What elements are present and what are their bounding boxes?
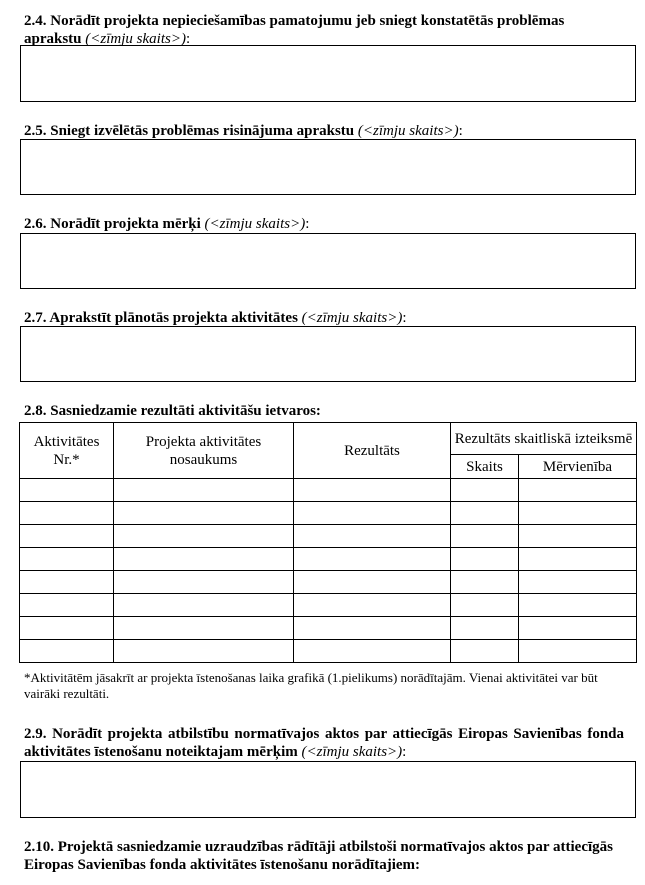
table-cell-unit[interactable]	[519, 525, 637, 548]
table-row	[20, 548, 637, 571]
section-2-4-title: 2.4. Norādīt projekta nepieciešamības pamatojumu jeb sniegt konstatētās problēmas aprakstu	[24, 13, 565, 47]
table-cell-activity-name[interactable]	[114, 594, 294, 617]
table-cell-count[interactable]	[451, 594, 519, 617]
table-cell-activity-nr[interactable]	[20, 479, 114, 502]
table-cell-activity-nr[interactable]	[20, 640, 114, 663]
table-cell-activity-name[interactable]	[114, 502, 294, 525]
table-cell-unit[interactable]	[519, 640, 637, 663]
table-cell-result[interactable]	[294, 594, 451, 617]
table-cell-unit[interactable]	[519, 479, 637, 502]
results-table-footnote: *Aktivitātēm jāsakrīt ar projekta īstenošanas laika grafikā (1.pielikums) norādītajām. Vienai aktivitātei var būt vairāki rezultāti.	[24, 670, 598, 701]
section-2-9-heading	[24, 725, 624, 761]
table-cell-count[interactable]	[451, 571, 519, 594]
section-2-9-colon: :	[402, 744, 407, 760]
table-row	[20, 525, 637, 548]
table-cell-activity-name[interactable]	[114, 571, 294, 594]
section-2-4-heading	[24, 12, 624, 48]
section-2-5-heading	[24, 122, 624, 140]
section-2-7-title: 2.7. Aprakstīt plānotās projekta aktivitātes	[24, 310, 298, 326]
table-cell-unit[interactable]	[519, 502, 637, 525]
table-cell-count[interactable]	[451, 479, 519, 502]
table-cell-count[interactable]	[451, 640, 519, 663]
header-quantitative-result: Rezultāts skaitliskā izteiksmē	[451, 423, 637, 455]
header-unit: Mērvienība	[519, 455, 637, 479]
header-activity-name: Projekta aktivitātes nosaukums	[114, 423, 294, 479]
header-result: Rezultāts	[294, 423, 451, 479]
table-cell-activity-nr[interactable]	[20, 548, 114, 571]
section-2-4-colon: :	[185, 31, 191, 47]
table-cell-result[interactable]	[294, 548, 451, 571]
table-cell-result[interactable]	[294, 479, 451, 502]
table-cell-unit[interactable]	[519, 571, 637, 594]
table-row	[20, 617, 637, 640]
table-cell-result[interactable]	[294, 502, 451, 525]
section-2-5-colon: :	[458, 123, 463, 139]
section-2-7-heading	[24, 309, 624, 327]
table-row	[20, 594, 637, 617]
section-2-10-heading	[24, 838, 624, 874]
section-2-7-colon: :	[402, 310, 407, 326]
table-cell-activity-nr[interactable]	[20, 571, 114, 594]
table-cell-unit[interactable]	[519, 594, 637, 617]
section-2-9-title: 2.9. Norādīt projekta atbilstību normatīvajos aktos par attiecīgās Eiropas Savienības fonda aktivitātes īstenošanu noteiktajam mērķim	[24, 726, 624, 760]
table-cell-unit[interactable]	[519, 617, 637, 640]
section-2-6-colon: :	[305, 216, 310, 232]
table-row	[20, 640, 637, 663]
table-row	[20, 479, 637, 502]
table-cell-activity-name[interactable]	[114, 617, 294, 640]
section-2-8-title: 2.8. Sasniedzamie rezultāti aktivitāšu ietvaros:	[24, 403, 321, 419]
header-count: Skaits	[451, 455, 519, 479]
table-cell-count[interactable]	[451, 617, 519, 640]
table-cell-activity-nr[interactable]	[20, 502, 114, 525]
table-cell-activity-name[interactable]	[114, 525, 294, 548]
table-cell-unit[interactable]	[519, 548, 637, 571]
table-cell-result[interactable]	[294, 640, 451, 663]
section-2-7-hint: (<zīmju skaits>)	[301, 310, 403, 326]
section-2-10-title: 2.10. Projektā sasniedzamie uzraudzības rādītāji atbilstoši normatīvajos aktos par attiecīgās Eiropas Savienības fonda aktivitātes īstenošanu norādītajiem:	[24, 839, 614, 873]
header-activity-nr: Aktivitātes Nr.*	[20, 423, 114, 479]
results-table	[19, 422, 637, 663]
section-2-4-answer-field[interactable]	[20, 45, 636, 102]
section-2-9-hint: (<zīmju skaits>)	[301, 744, 403, 760]
section-2-7-answer-field[interactable]	[20, 326, 636, 382]
section-2-6-heading	[24, 215, 624, 233]
table-cell-activity-name[interactable]	[114, 479, 294, 502]
section-2-9-answer-field[interactable]	[20, 761, 636, 818]
section-2-6-answer-field[interactable]	[20, 233, 636, 289]
table-cell-activity-name[interactable]	[114, 640, 294, 663]
section-2-5-hint: (<zīmju skaits>)	[357, 123, 459, 139]
table-cell-result[interactable]	[294, 617, 451, 640]
table-cell-count[interactable]	[451, 502, 519, 525]
section-2-8-heading	[24, 402, 624, 420]
table-cell-activity-nr[interactable]	[20, 594, 114, 617]
section-2-5-title: 2.5. Sniegt izvēlētās problēmas risinājuma aprakstu	[24, 123, 355, 139]
table-cell-count[interactable]	[451, 548, 519, 571]
table-row	[20, 571, 637, 594]
table-cell-activity-nr[interactable]	[20, 525, 114, 548]
table-cell-result[interactable]	[294, 525, 451, 548]
table-row	[20, 502, 637, 525]
table-cell-activity-name[interactable]	[114, 548, 294, 571]
section-2-5-answer-field[interactable]	[20, 139, 636, 195]
section-2-6-hint: (<zīmju skaits>)	[204, 216, 306, 232]
section-2-4-hint: (<zīmju skaits>)	[85, 31, 186, 47]
table-cell-result[interactable]	[294, 571, 451, 594]
table-cell-activity-nr[interactable]	[20, 617, 114, 640]
section-2-6-title: 2.6. Norādīt projekta mērķi	[24, 216, 201, 232]
table-cell-count[interactable]	[451, 525, 519, 548]
